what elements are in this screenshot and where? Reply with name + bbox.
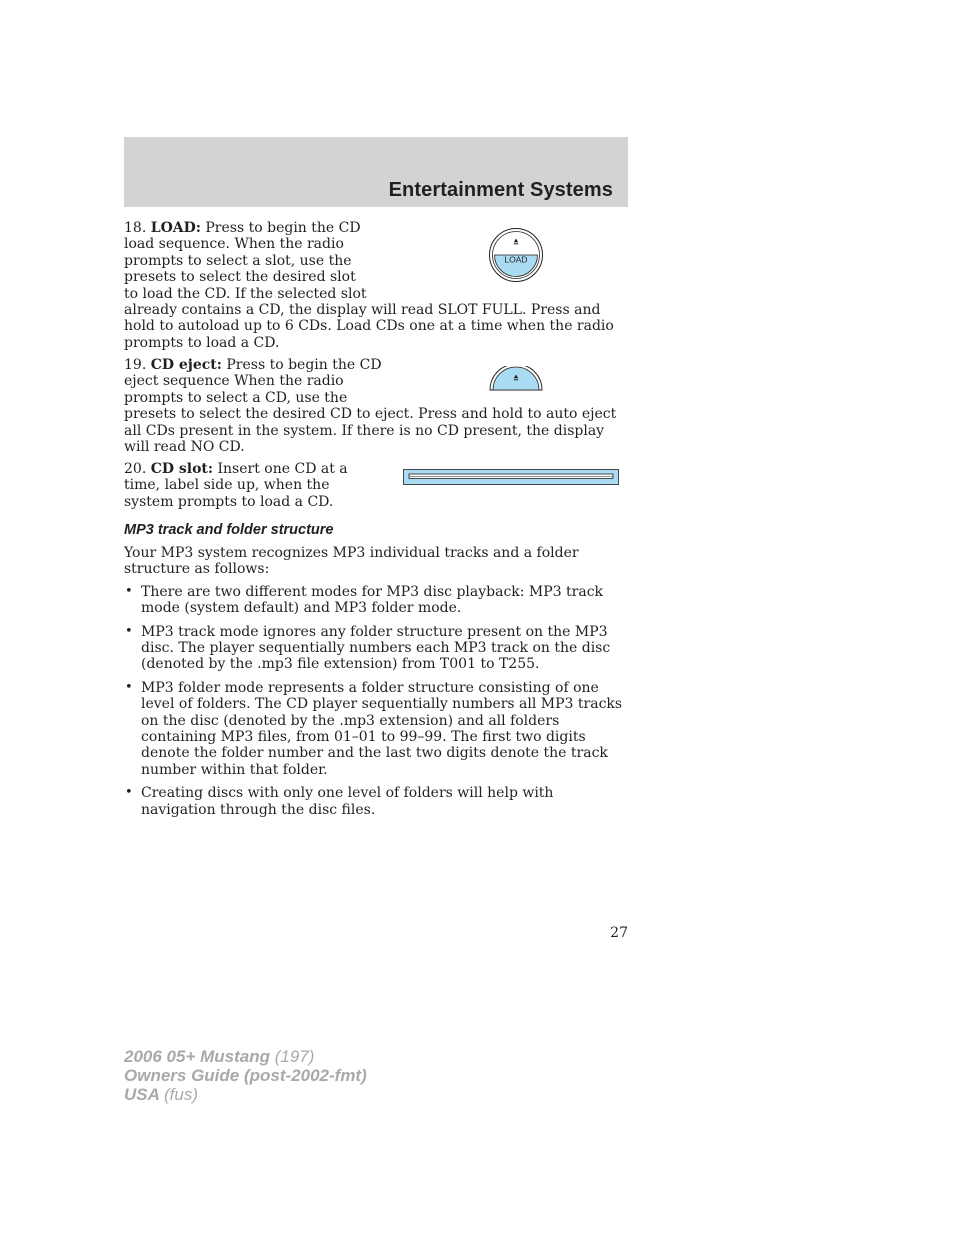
eject-item-intro xyxy=(124,357,382,406)
item-number: 20. xyxy=(124,461,147,477)
item-number: 18. xyxy=(124,220,147,236)
item-number: 19. xyxy=(124,357,147,373)
section-heading: MP3 track and folder structure xyxy=(124,522,334,538)
list-item: • There are two different modes for MP3 disc playback: MP3 track mode (system default) and MP3 folder mode. xyxy=(125,583,604,617)
section-header xyxy=(124,137,628,207)
bullet-icon: • xyxy=(125,623,133,639)
load-item xyxy=(124,220,628,357)
page-content xyxy=(124,220,628,825)
load-item-intro xyxy=(124,220,372,302)
eject-item xyxy=(124,357,628,461)
item-text: Insert one CD at a time, label side up, when the system prompts to load a CD. xyxy=(124,461,348,510)
eject-item-continuation: presets to select the desired CD to eject. Press and hold to auto eject all CDs present in the system. If there is no CD present, the display will read NO CD. xyxy=(124,406,617,456)
section-title: Entertainment Systems xyxy=(388,179,613,201)
load-item-continuation: already contains a CD, the display will read SLOT FULL. Press and hold to autoload up to 6 CDs. Load CDs one at a time when the radio prompts to load a CD. xyxy=(124,302,614,351)
cd-slot-item-text xyxy=(124,461,382,510)
bullet-icon: • xyxy=(125,785,133,801)
item-term: CD eject: xyxy=(150,357,222,373)
item-text: Press to begin the CD load sequence. When the radio prompts to select a slot, use the presets to select the desired slot to load the CD. If the selected slot xyxy=(124,220,367,302)
bullet-icon: • xyxy=(125,583,133,599)
load-button-figure xyxy=(488,227,544,283)
bullet-list xyxy=(124,584,628,818)
page-number: 27 xyxy=(610,925,628,941)
item-term: LOAD: xyxy=(150,220,201,236)
item-text: Press to begin the CD eject sequence When the radio prompts to select a CD, use the xyxy=(124,357,382,406)
footer-line-1: 2006 05+ Mustang (197) xyxy=(124,1047,315,1066)
eject-button-figure xyxy=(488,366,544,392)
load-button-label: LOAD xyxy=(504,254,528,265)
footer-line-2: Owners Guide (post-2002-fmt) xyxy=(124,1066,367,1085)
bullet-icon: • xyxy=(125,679,133,695)
list-item: • Creating discs with only one level of folders will help with navigation through the disc files. xyxy=(125,785,554,818)
cd-slot-figure xyxy=(403,469,619,485)
list-item: • MP3 track mode ignores any folder structure present on the MP3 disc. The player sequentially numbers each MP3 track on the disc (denoted by the .mp3 file extension) from T001 to T255. xyxy=(125,623,611,673)
item-term: CD slot: xyxy=(150,461,214,477)
document-footer xyxy=(124,1047,367,1104)
section-intro: Your MP3 system recognizes MP3 individual tracks and a folder structure as follows: xyxy=(124,545,579,578)
list-item: • MP3 folder mode represents a folder structure consisting of one level of folders. The CD player sequentially numbers all MP3 tracks on the disc (denoted by the .mp3 extension) and all folders containing MP3 files, from 01–01 to 99–99. The first two digits denote the folder number and the last two digits denote the track number within that folder. xyxy=(125,679,623,778)
footer-line-3: USA (fus) xyxy=(124,1085,198,1104)
